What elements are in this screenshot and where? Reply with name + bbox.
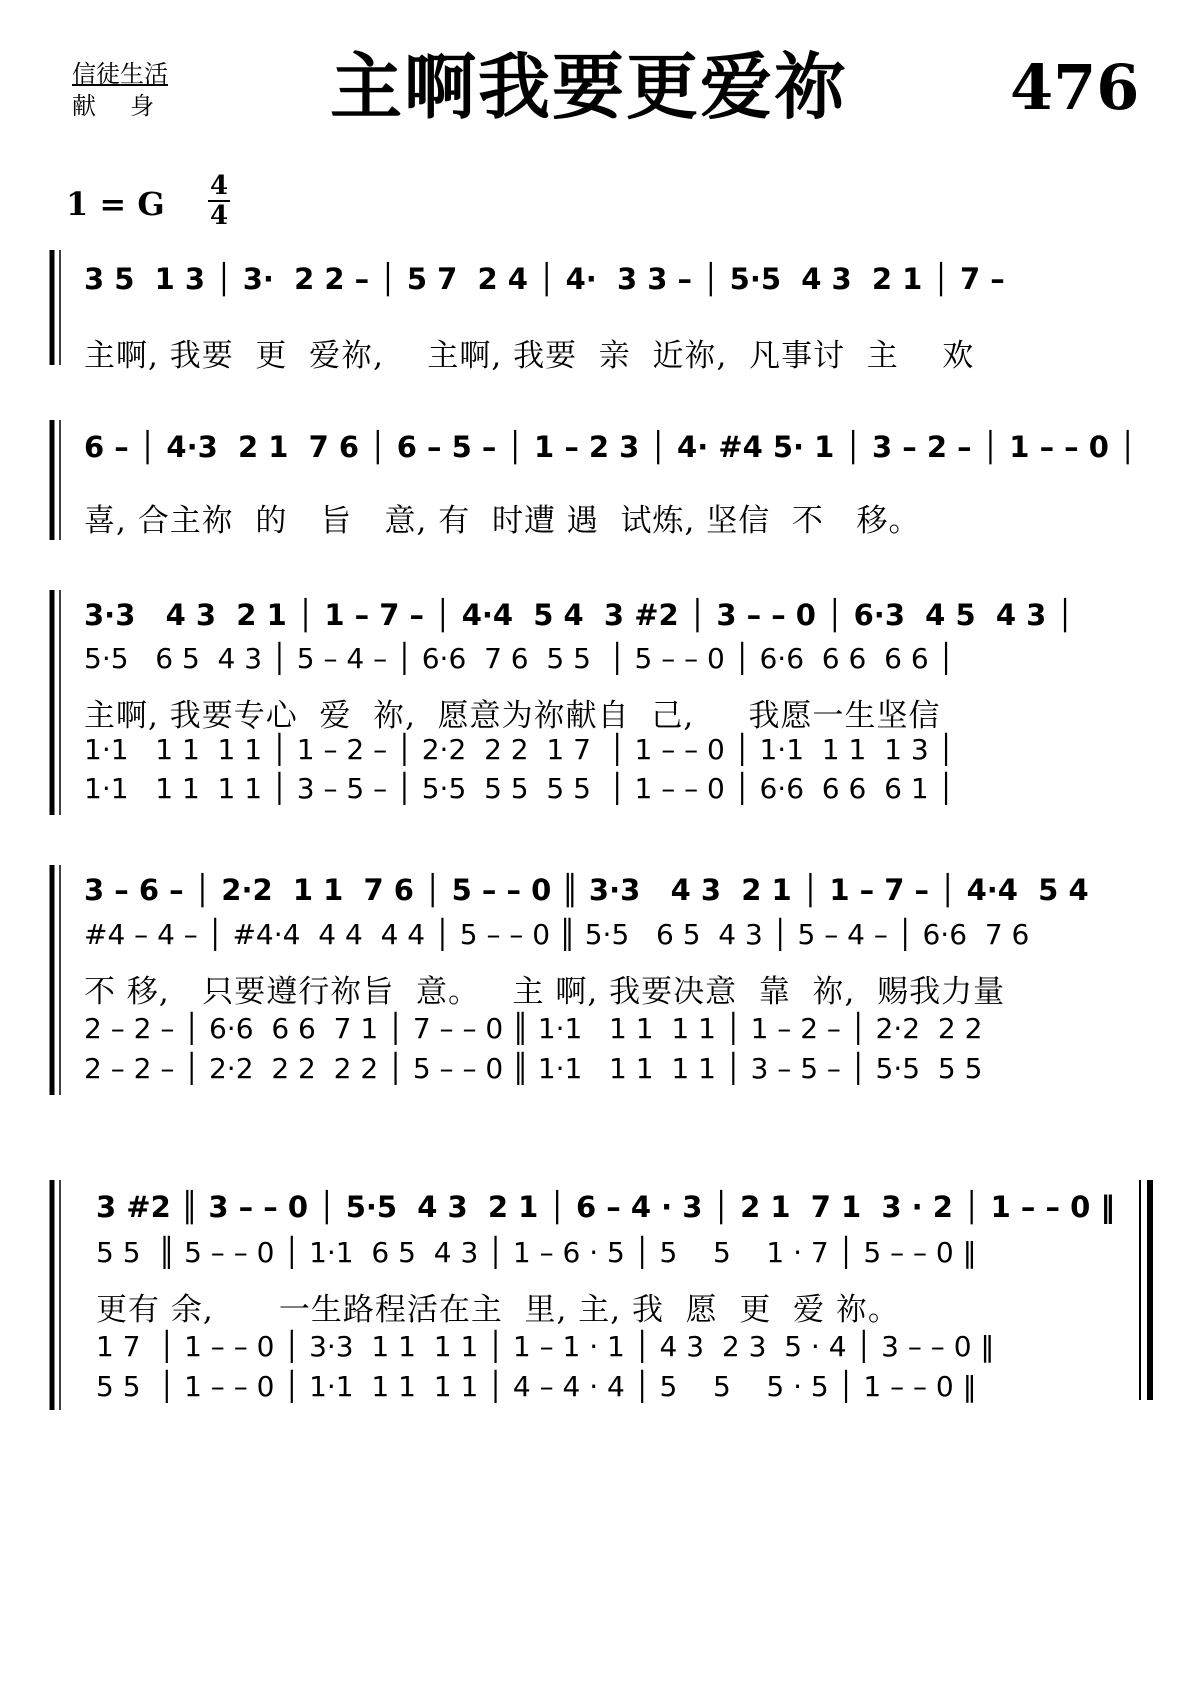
hymn-title: 主啊我要更爱祢 (330, 45, 849, 129)
system-3-tenor: 1·1 1 1 1 1 │ 1 – 2 – │ 2·2 2 2 1 7 │ 1 – – 0 │ 1·1 1 1 1 3 │ (84, 733, 955, 766)
system-4-tenor: 2 – 2 – │ 6·6 6 6 7 1 │ 7 – – 0 ║ 1·1 1 1 1 1 │ 1 – 2 – │ 2·2 2 2 (84, 1012, 983, 1045)
system-4-lyrics: 不 移, 只要遵行祢旨 意。 主 啊, 我要决意 靠 祢, 赐我力量 (84, 974, 1006, 1010)
key-signature: 1 = G (66, 185, 165, 223)
system-4-melody: 3 – 6 – │ 2·2 1 1 7 6 │ 5 – – 0 ║ 3·3 4 3 2 1 │ 1 – 7 – │ 4·4 5 4 (84, 873, 1089, 907)
system-5-melody: 3 #2 ║ 3 – – 0 │ 5·5 4 3 2 1 │ 6 – 4 · 3 │ 2 1 7 1 3 · 2 │ 1 – – 0 ‖ (96, 1190, 1115, 1224)
system-1-melody: 3 5 1 3 │ 3· 2 2 – │ 5 7 2 4 │ 4· 3 3 – │ 5·5 4 3 2 1 │ 7 – (84, 262, 1005, 296)
system-1-lyrics: 主啊, 我要 更 爱祢, 主啊, 我要 亲 近祢, 凡事讨 主 欢 (84, 338, 975, 374)
system-2-lyrics: 喜, 合主祢 的 旨 意, 有 时遭 遇 试炼, 坚信 不 移。 (84, 503, 921, 539)
system-3-bass: 1·1 1 1 1 1 │ 3 – 5 – │ 5·5 5 5 5 5 │ 1 – – 0 │ 6·6 6 6 6 1 │ (84, 772, 955, 805)
system-3-alto: 5·5 6 5 4 3 │ 5 – 4 – │ 6·6 7 6 5 5 │ 5 – – 0 │ 6·6 6 6 6 6 │ (84, 642, 955, 675)
system-5-alto: 5 5 ║ 5 – – 0 │ 1·1 6 5 4 3 │ 1 – 6 · 5 │ 5 5 1 · 7 │ 5 – – 0 ‖ (96, 1236, 977, 1269)
system-3-lyrics: 主啊, 我要专心 爱 祢, 愿意为祢献自 己, 我愿一生坚信 (84, 698, 941, 734)
category-line-2: 献身 (72, 92, 188, 120)
time-denominator: 4 (209, 201, 229, 231)
system-5-lyrics: 更有 余, 一生路程活在主 里, 主, 我 愿 更 爱 祢。 (96, 1292, 900, 1328)
system-3-melody: 3·3 4 3 2 1 │ 1 – 7 – │ 4·4 5 4 3 #2 │ 3 – – 0 │ 6·3 4 5 4 3 │ (84, 598, 1074, 632)
system-5-bass: 5 5 │ 1 – – 0 │ 1·1 1 1 1 1 │ 4 – 4 · 4 │ 5 5 5 · 5 │ 1 – – 0 ‖ (96, 1370, 977, 1403)
system-2-melody: 6 – │ 4·3 2 1 7 6 │ 6 – 5 – │ 1 – 2 3 │ 4· #4 5· 1 │ 3 – 2 – │ 1 – – 0 │ (84, 430, 1137, 464)
time-numerator: 4 (209, 171, 229, 201)
system-5-tenor: 1 7 │ 1 – – 0 │ 3·3 1 1 1 1 │ 1 – 1 · 1 │ 4 3 2 3 5 · 4 │ 3 – – 0 ‖ (96, 1330, 995, 1363)
category-line-1: 信徒生活 (72, 60, 168, 88)
system-4-bass: 2 – 2 – │ 2·2 2 2 2 2 │ 5 – – 0 ║ 1·1 1 1 1 1 │ 3 – 5 – │ 5·5 5 5 (84, 1052, 983, 1085)
system-4-alto: #4 – 4 – │ #4·4 4 4 4 4 │ 5 – – 0 ║ 5·5 6 5 4 3 │ 5 – 4 – │ 6·6 7 6 (84, 918, 1030, 951)
hymn-number: 476 (1010, 51, 1140, 124)
